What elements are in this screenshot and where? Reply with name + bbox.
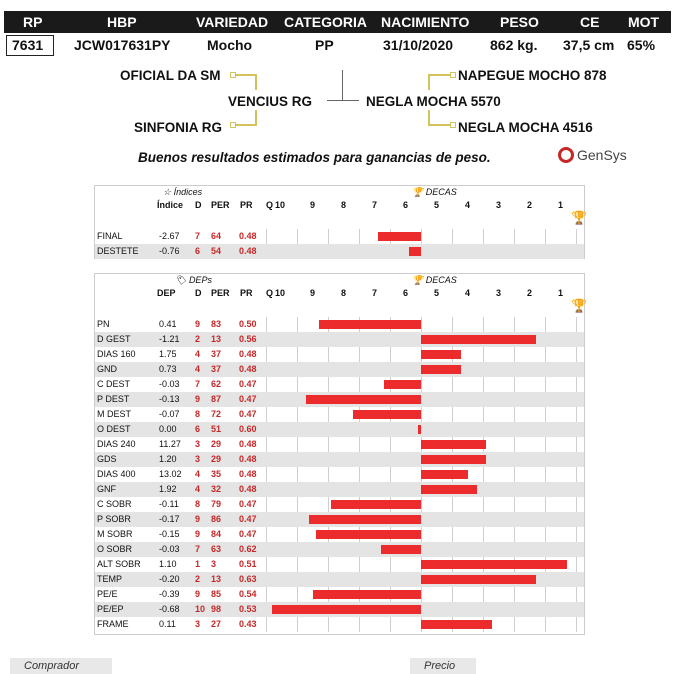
table-row (95, 422, 584, 437)
dam: NEGLA MOCHA 5570 (366, 94, 501, 109)
table-cell: 0.60 (239, 424, 257, 434)
table-cell: -0.03 (159, 379, 180, 389)
deca-bar (409, 247, 421, 256)
table-cell: FRAME (97, 619, 129, 629)
table-cell: 98 (211, 604, 222, 614)
table-row (95, 229, 584, 244)
deca-label: 3 (496, 200, 502, 210)
table-row (95, 467, 584, 482)
deca-label: 8 (341, 200, 347, 210)
deca-label: 9 (310, 200, 316, 210)
deca-bar (309, 515, 421, 524)
deca-bar (418, 425, 421, 434)
deps-title: 🏷 DEPs (175, 275, 212, 285)
col-header: Q (266, 288, 274, 298)
connector-node (450, 72, 456, 78)
table-cell: 0.48 (239, 231, 257, 241)
table-cell: M DEST (97, 409, 132, 419)
col-header: D (195, 288, 202, 298)
connector-node (230, 122, 236, 128)
table-cell: 0.47 (239, 499, 257, 509)
deca-label: 1 (558, 200, 564, 210)
connector (428, 74, 450, 76)
table-cell: 2 (195, 574, 201, 584)
table-cell: 4 (195, 469, 201, 479)
table-cell: 3 (211, 559, 217, 569)
table-cell: 0.54 (239, 589, 257, 599)
val-nacimiento: 31/10/2020 (383, 37, 454, 53)
table-cell: -1.21 (159, 334, 180, 344)
table-cell: 84 (211, 529, 222, 539)
table-cell: GNF (97, 484, 116, 494)
deca-bar (384, 380, 421, 389)
deca-bar (378, 232, 421, 241)
val-hbp: JCW017631PY (74, 37, 171, 53)
table-cell: 8 (195, 499, 201, 509)
table-cell: 0.48 (239, 469, 257, 479)
val-peso: 862 kg. (490, 37, 538, 53)
table-cell: 6 (195, 246, 201, 256)
indices-table (94, 185, 588, 259)
gensys-mark-icon (558, 147, 574, 163)
table-cell: 0.43 (239, 619, 257, 629)
table-cell: -0.17 (159, 514, 180, 524)
col-categoria: CATEGORIA (284, 14, 367, 30)
deca-bar (306, 395, 421, 404)
table-cell: 0.73 (159, 364, 177, 374)
table-row (95, 347, 584, 362)
table-cell: 0.63 (239, 574, 257, 584)
table-cell: 37 (211, 349, 222, 359)
table-row (95, 437, 584, 452)
precio-field[interactable]: Precio (410, 658, 476, 674)
table-cell: 0.53 (239, 604, 257, 614)
col-header: PR (240, 200, 253, 210)
table-cell: 85 (211, 589, 222, 599)
table-cell: 0.00 (159, 424, 177, 434)
table-cell: 13 (211, 334, 222, 344)
header-bar (4, 11, 671, 33)
deca-bar (272, 605, 421, 614)
table-cell: 87 (211, 394, 222, 404)
table-cell: -0.76 (159, 246, 180, 256)
col-header: Q (266, 200, 274, 210)
slogan: Buenos resultados estimados para ganancias de peso. (138, 150, 491, 165)
table-cell: 1.20 (159, 454, 177, 464)
table-cell: 4 (195, 349, 201, 359)
col-header: PER (211, 288, 230, 298)
table-cell: GND (97, 364, 117, 374)
connector (428, 124, 450, 126)
table-cell: 13 (211, 574, 222, 584)
table-cell: C DEST (97, 379, 131, 389)
table-cell: PE/E (97, 589, 118, 599)
table-cell: 0.48 (239, 454, 257, 464)
table-cell: DIAS 160 (97, 349, 136, 359)
table-cell: 32 (211, 484, 222, 494)
deca-bar (421, 575, 536, 584)
table-cell: 4 (195, 484, 201, 494)
table-cell: 9 (195, 589, 201, 599)
table-cell: 51 (211, 424, 222, 434)
table-row (95, 617, 584, 632)
sire-dam: SINFONIA RG (134, 120, 223, 135)
table-cell: 1 (195, 559, 201, 569)
table-cell: 0.41 (159, 319, 177, 329)
comprador-field[interactable]: Comprador (10, 658, 112, 674)
table-cell: C SOBR (97, 499, 132, 509)
table-cell: 0.51 (239, 559, 257, 569)
table-cell: 4 (195, 364, 201, 374)
table-cell: 3 (195, 439, 201, 449)
table-cell: 0.47 (239, 394, 257, 404)
table-cell: 9 (195, 319, 201, 329)
col-header: Índice (157, 200, 184, 210)
col-hbp: HBP (107, 14, 137, 30)
table-cell: ALT SOBR (97, 559, 141, 569)
col-variedad: VARIEDAD (196, 14, 269, 30)
deca-bar (421, 470, 468, 479)
table-cell: TEMP (97, 574, 123, 584)
brand-name: GenSys (577, 147, 627, 163)
table-cell: 0.11 (159, 619, 176, 629)
table-cell: -0.13 (159, 394, 180, 404)
table-cell: -0.39 (159, 589, 180, 599)
deps-table (94, 273, 588, 635)
val-ce: 37,5 cm (563, 37, 615, 53)
table-cell: 0.47 (239, 514, 257, 524)
table-cell: 1.10 (159, 559, 177, 569)
table-cell: FINAL (97, 231, 123, 241)
deca-bar (421, 560, 567, 569)
dam-dam: NEGLA MOCHA 4516 (458, 120, 593, 135)
trophy-icon: 🏆 (571, 210, 588, 225)
table-cell: 29 (211, 454, 222, 464)
table-cell: 6 (195, 424, 201, 434)
table-cell: 9 (195, 529, 201, 539)
table-cell: 27 (211, 619, 222, 629)
table-cell: 0.56 (239, 334, 257, 344)
table-cell: 8 (195, 409, 201, 419)
table-cell: -0.68 (159, 604, 180, 614)
table-cell: 29 (211, 439, 222, 449)
table-cell: 0.48 (239, 349, 257, 359)
deca-label: 6 (403, 288, 409, 298)
table-cell: M SOBR (97, 529, 133, 539)
table-cell: 7 (195, 544, 201, 554)
deca-bar (421, 335, 536, 344)
table-cell: O SOBR (97, 544, 133, 554)
connector (236, 124, 256, 126)
table-cell: -0.20 (159, 574, 180, 584)
deca-label: 5 (434, 288, 440, 298)
table-cell: PE/EP (97, 604, 124, 614)
table-cell: P DEST (97, 394, 130, 404)
table-cell: O DEST (97, 424, 131, 434)
table-cell: 13.02 (159, 469, 182, 479)
table-cell: -0.15 (159, 529, 180, 539)
table-cell: 86 (211, 514, 222, 524)
table-cell: 0.48 (239, 364, 257, 374)
table-row (95, 407, 584, 422)
deca-label: 6 (403, 200, 409, 210)
deca-label: 5 (434, 200, 440, 210)
table-row (95, 542, 584, 557)
table-cell: P SOBR (97, 514, 131, 524)
table-cell: 0.47 (239, 529, 257, 539)
table-cell: -2.67 (159, 231, 180, 241)
deca-label: 3 (496, 288, 502, 298)
val-rp: 7631 (12, 37, 44, 53)
table-cell: 11.27 (159, 439, 181, 449)
table-cell: 35 (211, 469, 222, 479)
table-cell: DIAS 400 (97, 469, 136, 479)
table-row (95, 362, 584, 377)
deca-bar (316, 530, 421, 539)
connector-node (450, 122, 456, 128)
deca-label: 4 (465, 288, 471, 298)
table-cell: DIAS 240 (97, 439, 136, 449)
deca-bar (319, 320, 421, 329)
deca-label: 2 (527, 200, 533, 210)
col-nacimiento: NACIMIENTO (381, 14, 470, 30)
deca-bar (421, 620, 492, 629)
table-cell: 0.47 (239, 409, 257, 419)
table-cell: 0.48 (239, 246, 257, 256)
table-cell: 0.62 (239, 544, 257, 554)
col-header: PR (240, 288, 253, 298)
deca-label: 7 (372, 288, 378, 298)
col-ce: CE (580, 14, 600, 30)
table-row (95, 244, 584, 259)
deca-bar (421, 455, 486, 464)
table-cell: 79 (211, 499, 222, 509)
dam-sire: NAPEGUE MOCHO 878 (458, 68, 607, 83)
val-mot: 65% (627, 37, 656, 53)
deca-label: 1 (558, 288, 564, 298)
deca-bar (421, 350, 461, 359)
table-cell: 0.48 (239, 484, 257, 494)
indices-title: ☆ Índices (163, 187, 203, 197)
col-mot: MOT (628, 14, 660, 30)
table-cell: 7 (195, 231, 201, 241)
col-header: D (195, 200, 202, 210)
deca-bar (313, 590, 422, 599)
header-values (4, 34, 671, 56)
table-row (95, 377, 584, 392)
table-cell: DESTETE (97, 246, 139, 256)
table-cell: 0.47 (239, 379, 257, 389)
connector (342, 70, 343, 100)
table-cell: -0.03 (159, 544, 180, 554)
trophy-icon: 🏆 (571, 298, 588, 313)
table-cell: 1.92 (159, 484, 177, 494)
deca-label: 10 (275, 288, 286, 298)
table-cell: 3 (195, 454, 201, 464)
table-cell: 1.75 (159, 349, 177, 359)
table-cell: -0.11 (159, 499, 179, 509)
table-cell: 10 (195, 604, 206, 614)
table-cell: 9 (195, 514, 201, 524)
table-cell: 37 (211, 364, 222, 374)
table-cell: 83 (211, 319, 222, 329)
table-cell: 3 (195, 619, 201, 629)
gensys-logo (558, 147, 627, 163)
table-row (95, 452, 584, 467)
table-cell: 7 (195, 379, 201, 389)
connector (327, 100, 359, 101)
deca-label: 8 (341, 288, 347, 298)
table-cell: D GEST (97, 334, 131, 344)
val-categoria: PP (315, 37, 334, 53)
table-cell: 62 (211, 379, 222, 389)
table-cell: 0.48 (239, 439, 257, 449)
table-cell: -0.07 (159, 409, 180, 419)
connector (428, 74, 430, 90)
deca-bar (331, 500, 421, 509)
deca-bar (381, 545, 421, 554)
col-header: PER (211, 200, 230, 210)
col-header: DEP (157, 288, 176, 298)
table-cell: 63 (211, 544, 222, 554)
table-cell: 64 (211, 231, 222, 241)
sire-sire: OFICIAL DA SM (120, 68, 221, 83)
deca-bar (421, 485, 477, 494)
deca-bar (421, 365, 461, 374)
table-cell: 2 (195, 334, 201, 344)
decas-title: 🏆 DECAS (412, 275, 457, 285)
deca-bar (421, 440, 486, 449)
val-variedad: Mocho (207, 37, 253, 53)
table-cell: 9 (195, 394, 201, 404)
table-cell: PN (97, 319, 110, 329)
deca-label: 10 (275, 200, 286, 210)
deca-label: 9 (310, 288, 316, 298)
sire: VENCIUS RG (228, 94, 313, 109)
connector (255, 74, 257, 90)
col-rp: RP (23, 14, 43, 30)
connector (236, 74, 256, 76)
col-peso: PESO (500, 14, 539, 30)
table-cell: 72 (211, 409, 222, 419)
decas-title: 🏆 DECAS (412, 187, 457, 197)
table-cell: 0.50 (239, 319, 257, 329)
deca-bar (353, 410, 421, 419)
table-cell: GDS (97, 454, 117, 464)
deca-label: 7 (372, 200, 378, 210)
deca-label: 4 (465, 200, 471, 210)
table-row (95, 482, 584, 497)
table-cell: 54 (211, 246, 222, 256)
deca-label: 2 (527, 288, 533, 298)
